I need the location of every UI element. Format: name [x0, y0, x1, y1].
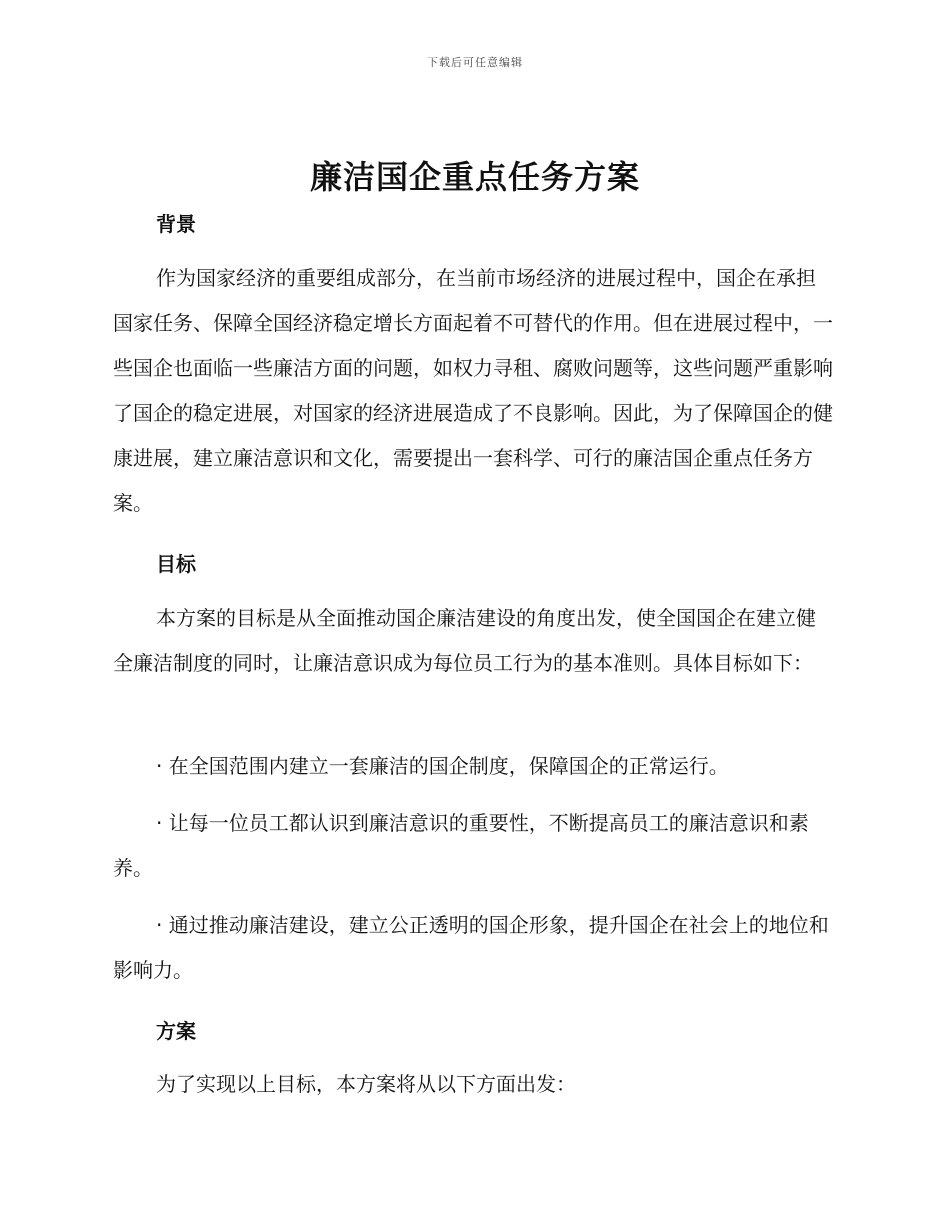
goals-intro-paragraph: 本方案的目标是从全面推动国企廉洁建设的角度出发，使全国国企在建立健全廉洁制度的同时，让廉洁意识成为每位员工行为的基本准则。具体目标如下：: [113, 606, 816, 675]
section-heading-background: 背景: [156, 212, 196, 236]
plan-intro-paragraph: 为了实现以上目标，本方案将从以下方面出发：: [156, 1072, 576, 1096]
document-title: 廉洁国企重点任务方案: [309, 158, 640, 196]
goal-item: · 让每一位员工都认识到廉洁意识的重要性，不断提高员工的廉洁意识和素养。: [113, 811, 809, 880]
background-paragraph: 作为国家经济的重要组成部分，在当前市场经济的进展过程中，国企在承担国家任务、保障全国经济稳定增长方面起着不可替代的作用。但在进展过程中，一些国企也面临一些廉洁方面的问题，如权力寻租、腐败问题等，这些问题严重影响了国企的稳定进展，对国家的经济进展造成了不良影响。因此，为了保障国企的健康进展，建立廉洁意识和文化，需要提出一套科学、可行的廉洁国企重点任务方案。: [113, 266, 833, 515]
page-header-note: 下载后可任意编辑: [427, 56, 523, 69]
section-heading-plan: 方案: [156, 1019, 196, 1043]
section-heading-goals: 目标: [156, 552, 196, 576]
goal-item: · 在全国范围内建立一套廉洁的国企制度，保障国企的正常运行。: [156, 754, 729, 778]
goal-item: · 通过推动廉洁建设，建立公正透明的国企形象，提升国企在社会上的地位和影响力。: [113, 913, 829, 982]
